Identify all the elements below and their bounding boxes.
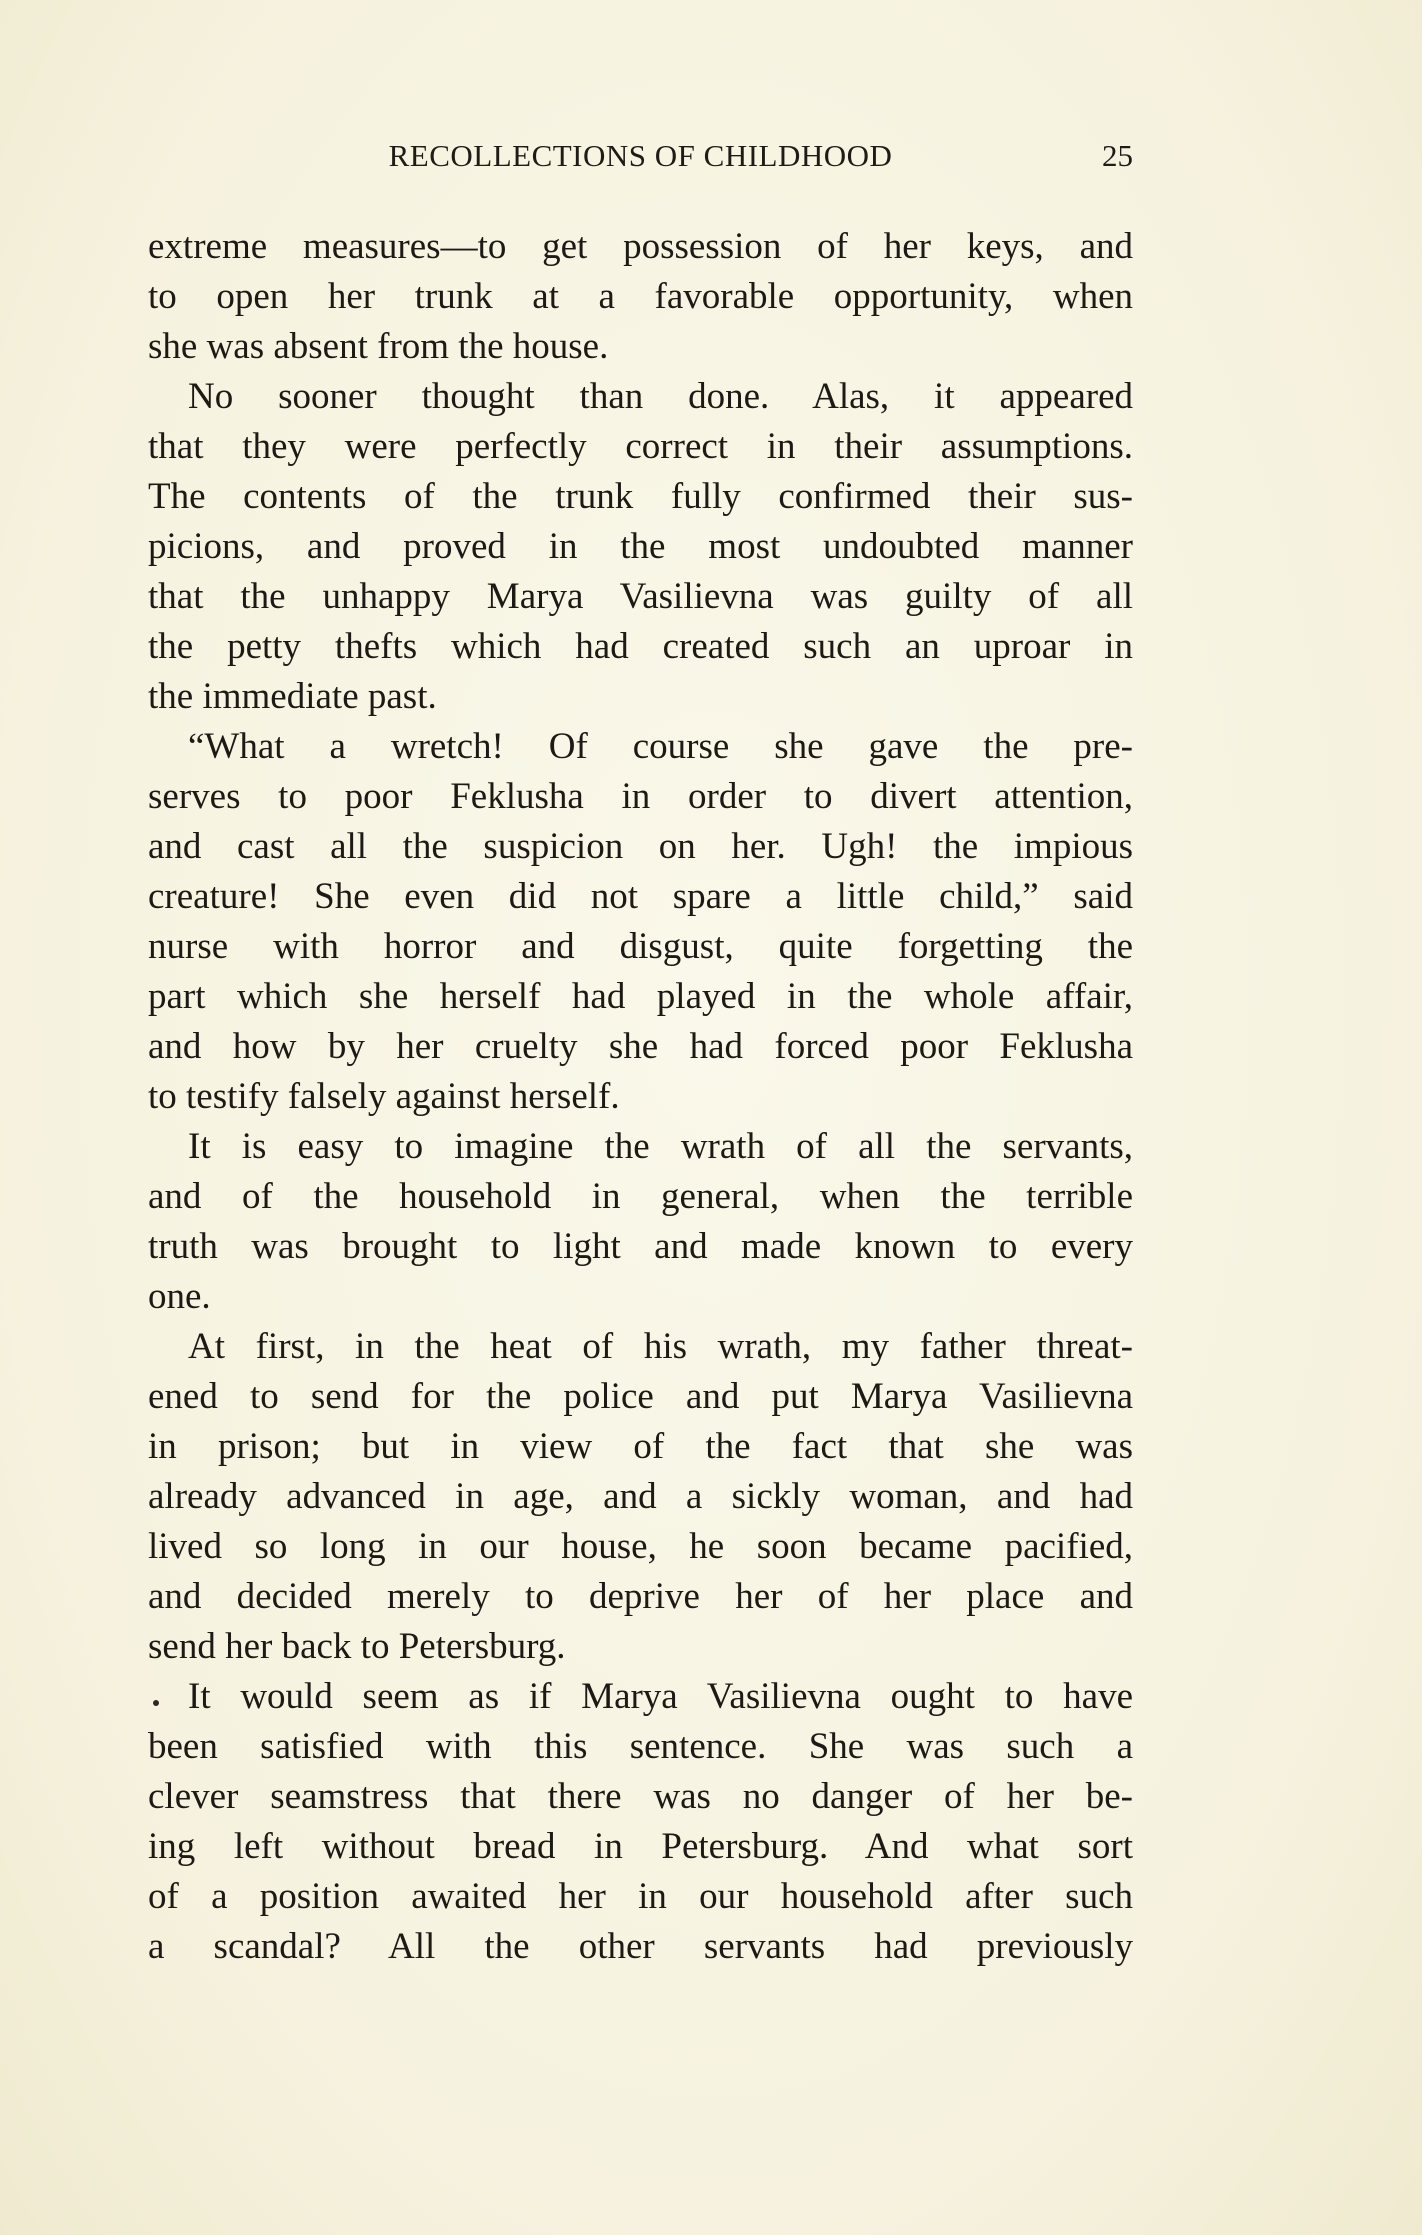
text-line: picions, and proved in the most undoubted manner: [148, 526, 1133, 567]
text-line: nurse with horror and disgust, quite forgetting the: [148, 926, 1133, 967]
running-head: [148, 138, 1133, 184]
text-line: extreme measures—to get possession of her keys, and: [148, 226, 1133, 267]
text-line: ing left without bread in Petersburg. And what sort: [148, 1826, 1133, 1867]
text-line: ened to send for the police and put Marya Vasilievna: [148, 1376, 1133, 1417]
text-line: already advanced in age, and a sickly woman, and had: [148, 1476, 1133, 1517]
text-line: It is easy to imagine the wrath of all the servants,: [188, 1126, 1133, 1167]
text-line: lived so long in our house, he soon became pacified,: [148, 1526, 1133, 1567]
text-line: and decided merely to deprive her of her place and: [148, 1576, 1133, 1617]
body-text: [148, 222, 1133, 1972]
text-line: The contents of the trunk fully confirmed their sus-: [148, 476, 1133, 517]
text-line: part which she herself had played in the whole affair,: [148, 976, 1133, 1017]
text-line: It would seem as if Marya Vasilievna ought to have: [188, 1676, 1133, 1717]
text-line: “What a wretch! Of course she gave the pre-: [188, 726, 1133, 767]
page-number: 25: [1102, 138, 1133, 173]
text-line: and how by her cruelty she had forced poor Feklusha: [148, 1026, 1133, 1067]
text-line: At first, in the heat of his wrath, my father threat-: [188, 1326, 1133, 1367]
text-line: she was absent from the house.: [148, 326, 609, 367]
ink-speck: [153, 1700, 159, 1706]
text-line: serves to poor Feklusha in order to divert attention,: [148, 776, 1133, 817]
text-line: a scandal? All the other servants had previously: [148, 1926, 1133, 1967]
text-line: and cast all the suspicion on her. Ugh! the impious: [148, 826, 1133, 867]
text-line: truth was brought to light and made known to every: [148, 1226, 1133, 1267]
text-line: of a position awaited her in our household after such: [148, 1876, 1133, 1917]
text-line: the petty thefts which had created such an uproar in: [148, 626, 1133, 667]
text-line: one.: [148, 1276, 211, 1317]
text-line: been satisfied with this sentence. She was such a: [148, 1726, 1133, 1767]
text-line: in prison; but in view of the fact that she was: [148, 1426, 1133, 1467]
text-line: that they were perfectly correct in their assumptions.: [148, 426, 1133, 467]
text-line: the immediate past.: [148, 676, 437, 717]
text-line: to open her trunk at a favorable opportunity, when: [148, 276, 1133, 317]
text-line: send her back to Petersburg.: [148, 1626, 566, 1667]
running-head-title: RECOLLECTIONS OF CHILDHOOD: [388, 138, 893, 173]
text-line: that the unhappy Marya Vasilievna was guilty of all: [148, 576, 1133, 617]
text-line: No sooner thought than done. Alas, it appeared: [188, 376, 1133, 417]
text-line: to testify falsely against herself.: [148, 1076, 620, 1117]
text-line: creature! She even did not spare a little child,” said: [148, 876, 1133, 917]
text-line: and of the household in general, when the terrible: [148, 1176, 1133, 1217]
text-line: clever seamstress that there was no danger of her be-: [148, 1776, 1133, 1817]
